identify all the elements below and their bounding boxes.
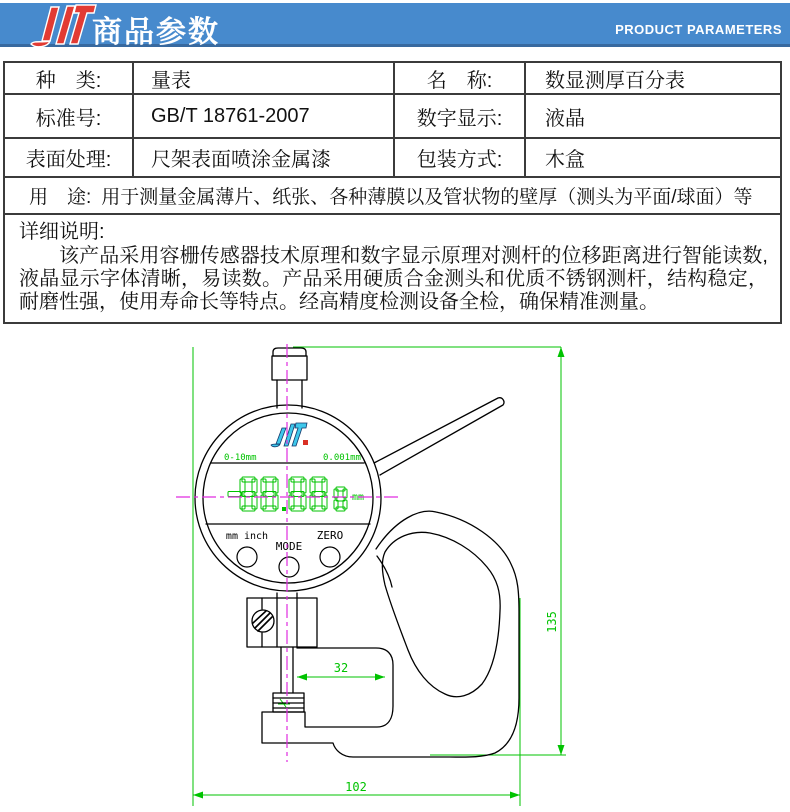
lcd-range-label: 0-10mm — [224, 453, 257, 463]
spec-label-type: 种 类: — [35, 69, 102, 92]
dial-logo-dot — [303, 440, 308, 445]
technical-drawing — [0, 322, 790, 812]
spec-label-packaging: 包装方式: — [393, 139, 524, 176]
brand-logo-icon — [20, 0, 100, 50]
gauge-outline — [195, 348, 519, 757]
lcd-resolution-label: 0.001mm — [323, 453, 361, 463]
button-mode — [279, 557, 299, 577]
usage-label: 用 途: — [29, 187, 92, 208]
dial-brand-logo-icon — [271, 423, 307, 447]
description-box — [5, 213, 780, 322]
button-zero — [320, 547, 340, 567]
lcd-unit-label: mm — [352, 492, 365, 503]
spec-value-type: 量表 — [132, 63, 393, 93]
spec-row-usage — [5, 176, 780, 213]
button-zero-label: ZERO — [316, 529, 344, 542]
dimension-lines — [193, 347, 566, 806]
dimension-width-label: 102 — [345, 780, 367, 794]
page-title: 商品参数 — [92, 16, 220, 49]
logo-stroke-j-hook — [31, 41, 50, 47]
dimension-labels — [334, 611, 559, 794]
spec-label-standard: 标准号: — [35, 107, 102, 130]
spec-table — [3, 61, 782, 324]
spec-label-name: 名 称: — [393, 63, 524, 93]
spec-row-2 — [5, 93, 780, 137]
button-mm-inch-label: mm inch — [225, 531, 269, 542]
clamp-block — [247, 598, 317, 647]
spec-value-name: 数显测厚百分表 — [524, 63, 780, 93]
description-title: 详细说明: — [19, 221, 105, 243]
centerlines — [176, 344, 398, 762]
logo-stroke-j — [42, 7, 59, 41]
dial-buttons — [226, 529, 343, 553]
spec-row-3 — [5, 137, 780, 176]
button-mm-inch — [237, 547, 257, 567]
dial-face — [224, 423, 364, 577]
knob-body — [272, 356, 307, 380]
spec-label-display: 数字显示: — [393, 95, 524, 137]
button-mode-label: MODE — [275, 540, 303, 553]
knob-cap — [273, 348, 306, 356]
spec-value-packaging: 木盒 — [524, 139, 780, 176]
knob-stem — [277, 380, 302, 408]
spec-value-display: 液晶 — [524, 95, 780, 137]
frame-cutout — [382, 532, 500, 696]
spec-value-standard: GB/T 18761-2007 — [132, 95, 393, 137]
page-subtitle: PRODUCT PARAMETERS — [615, 22, 782, 37]
lifting-lever — [374, 398, 504, 475]
spec-label-surface: 表面处理: — [25, 149, 112, 171]
dimension-height-label: 135 — [545, 611, 559, 633]
spec-value-surface: 尺架表面喷涂金属漆 — [132, 139, 393, 176]
dimension-throat-label: 32 — [333, 661, 349, 675]
anvil-stack-lines — [273, 698, 304, 708]
spec-row-1 — [5, 63, 780, 93]
usage-text: 用于测量金属薄片、纸张、各种薄膜以及管状物的壁厚（测头为平面/球面）等 — [101, 187, 753, 208]
clamp-screw-hatch — [253, 611, 272, 631]
description-text: 该产品采用容栅传感器技术原理和数字显示原理对测杆的位移距离进行智能读数,液晶显示字体清晰，易读数。产品采用硬质合金测头和优质不锈钢测杆，结构稳定，耐磨性强，使用寿命长等特点。经高精度检测设备全检，确保精准测量。 — [19, 245, 768, 313]
lcd-window-lines — [206, 463, 370, 524]
